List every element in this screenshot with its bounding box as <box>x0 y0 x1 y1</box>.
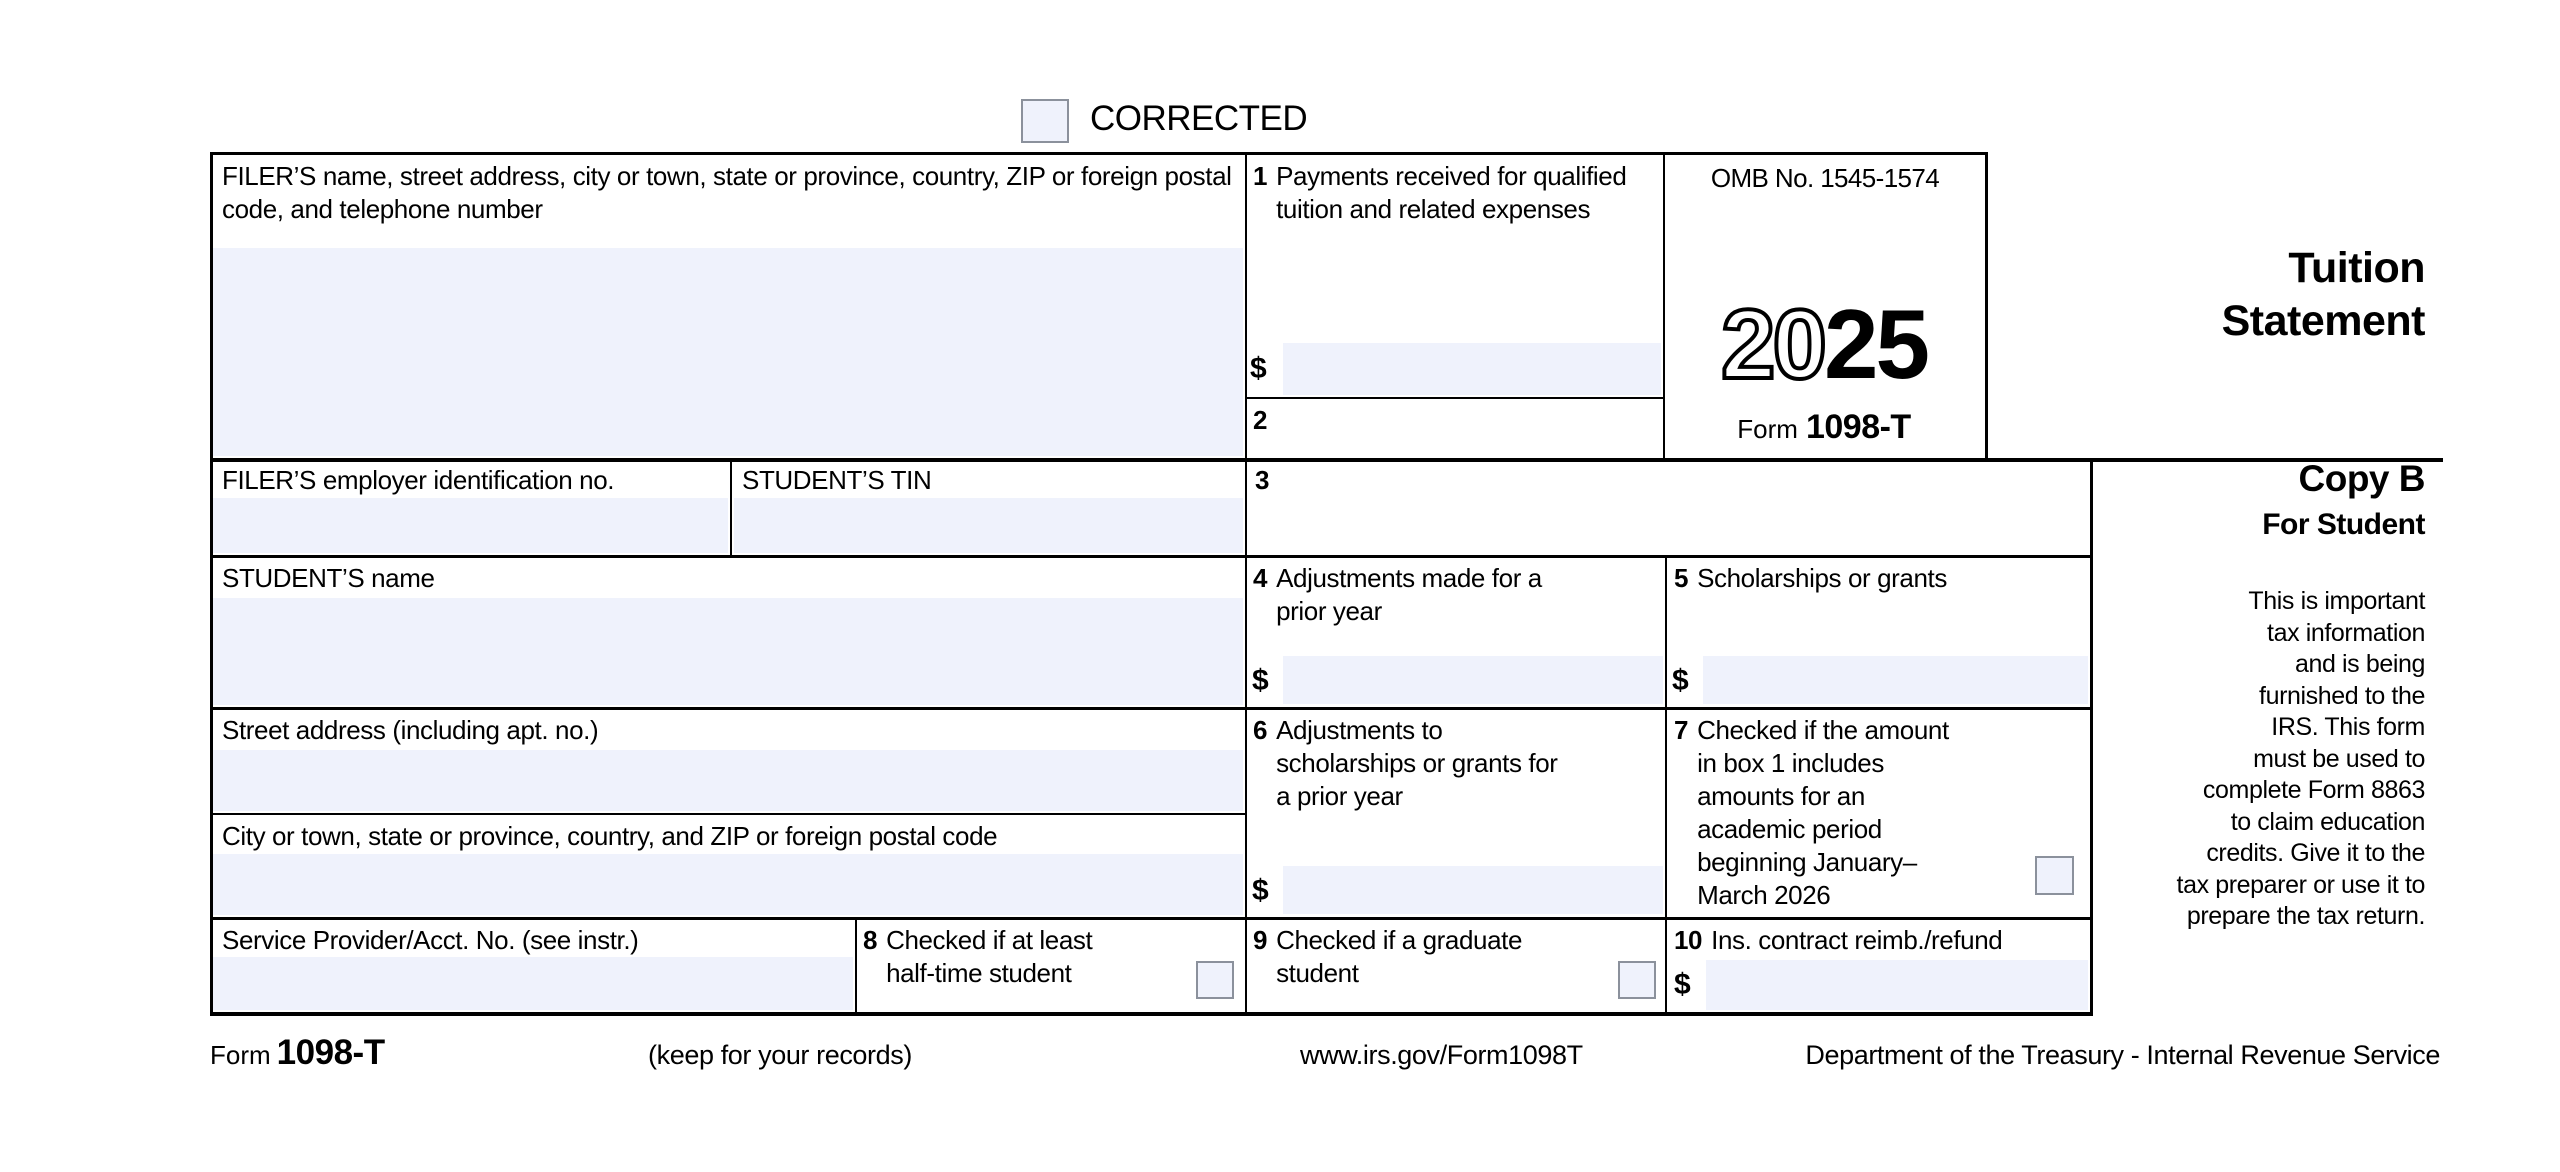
box10-amount-input[interactable] <box>1706 960 2088 1010</box>
street-address-label: Street address (including apt. no.) <box>222 715 599 745</box>
copy-b-label: Copy B <box>2298 458 2425 499</box>
box9-label: Checked if a graduate student <box>1276 925 1523 988</box>
for-student-label: For Student <box>2262 508 2425 541</box>
student-tin-label: STUDENT’S TIN <box>742 465 932 495</box>
form-number: 1098-T <box>1805 408 1911 446</box>
box6-label: Adjustments to scholarships or grants for a prior year <box>1276 715 1558 811</box>
footer-irs-url: www.irs.gov/Form1098T <box>1300 1040 1583 1070</box>
box4-label: Adjustments made for a prior year <box>1276 563 1542 626</box>
city-input[interactable] <box>213 854 1243 915</box>
footer-form-word: Form <box>210 1040 271 1070</box>
box6-amount-input[interactable] <box>1283 866 1663 914</box>
filer-info-input[interactable] <box>213 248 1243 456</box>
footer-department: Department of the Treasury - Internal Revenue Service <box>1805 1040 2440 1070</box>
divider-svc-box8 <box>855 917 857 1012</box>
box5-label: Scholarships or grants <box>1697 563 1947 593</box>
box4-number: 4 <box>1253 563 1268 593</box>
border-main-right <box>2090 458 2093 1016</box>
box1-amount-input[interactable] <box>1283 343 1661 395</box>
border-row2-bottom <box>210 555 2093 558</box>
border-row4-bottom <box>210 813 1247 815</box>
service-provider-input[interactable] <box>213 957 853 1010</box>
box8-label: Checked if at least half-time student <box>886 925 1093 988</box>
box2-number: 2 <box>1253 405 1268 435</box>
footer-form-number-block <box>210 1033 385 1073</box>
box1-dollar-sign: $ <box>1250 352 1267 385</box>
box6-number: 6 <box>1253 715 1268 745</box>
filer-ein-input[interactable] <box>213 498 728 553</box>
filer-ein-label: FILER’S employer identification no. <box>222 465 615 495</box>
divider-ein-tin <box>730 458 732 555</box>
divider-box9-box10 <box>1665 917 1667 1012</box>
border-bottom <box>210 1012 2093 1016</box>
corrected-checkbox[interactable] <box>1021 99 1069 143</box>
form-number-block <box>1663 408 1985 447</box>
student-name-label: STUDENT’S name <box>222 563 435 593</box>
box8-number: 8 <box>863 925 878 955</box>
divider-box8-box9 <box>1245 917 1247 1012</box>
box5-dollar-sign: $ <box>1672 664 1689 697</box>
form-word: Form <box>1737 414 1798 444</box>
box5-amount-input[interactable] <box>1703 656 2088 704</box>
box8-checkbox[interactable] <box>1196 961 1234 999</box>
box7-number: 7 <box>1674 715 1689 745</box>
box6-dollar-sign: $ <box>1252 874 1269 907</box>
box10-label: Ins. contract reimb./refund <box>1711 925 2003 955</box>
footer-form-number: 1098-T <box>276 1033 385 1072</box>
title-line1: Tuition <box>2288 244 2425 292</box>
box4-dollar-sign: $ <box>1252 664 1269 697</box>
box1-label: Payments received for qualified tuition and related expenses <box>1276 161 1627 224</box>
box10-number: 10 <box>1674 925 1703 955</box>
border-top <box>210 152 1988 155</box>
tax-year <box>1663 288 1985 401</box>
box5-number: 5 <box>1674 563 1689 593</box>
city-label: City or town, state or province, country, and ZIP or foreign postal code <box>222 821 998 851</box>
border-box1-underline <box>1245 397 1665 399</box>
box7-checkbox[interactable] <box>2035 856 2074 895</box>
box9-number: 9 <box>1253 925 1268 955</box>
divider-mid-right <box>1665 555 1667 917</box>
box4-amount-input[interactable] <box>1283 656 1663 704</box>
filer-info-label: FILER’S name, street address, city or town, state or province, country, ZIP or foreign postal code, and telephone number <box>222 161 1232 224</box>
divider-left-col-mid <box>1245 555 1247 917</box>
street-address-input[interactable] <box>213 750 1243 811</box>
box3-number: 3 <box>1255 465 1270 495</box>
tax-year-solid: 25 <box>1824 289 1928 399</box>
page-title <box>1985 242 2425 348</box>
box9-checkbox[interactable] <box>1618 961 1656 999</box>
divider-filer-box1 <box>1245 152 1247 458</box>
footer-keep-note: (keep for your records) <box>648 1040 912 1070</box>
box1-number: 1 <box>1253 161 1268 191</box>
tax-year-outline: 20 <box>1720 289 1824 399</box>
border-row3-bottom <box>210 707 2093 710</box>
omb-number: OMB No. 1545-1574 <box>1710 163 1940 193</box>
title-line2: Statement <box>2221 297 2425 345</box>
student-name-input[interactable] <box>213 598 1243 705</box>
service-provider-label: Service Provider/Acct. No. (see instr.) <box>222 925 639 955</box>
box7-label: Checked if the amount in box 1 includes amounts for an academic period beginning January–March 2026 <box>1697 715 1949 910</box>
divider-tin-box3 <box>1245 458 1247 555</box>
border-row5-bottom <box>210 917 2093 920</box>
box10-dollar-sign: $ <box>1674 968 1691 1001</box>
student-copy-note: This is important tax information and is being furnished to the IRS. This form must be used to complete Form 8863 to claim education credits. Give it to the tax preparer or use it to prepare the tax return. <box>2176 587 2425 930</box>
student-tin-input[interactable] <box>734 498 1243 553</box>
corrected-label: CORRECTED <box>1090 99 1308 138</box>
